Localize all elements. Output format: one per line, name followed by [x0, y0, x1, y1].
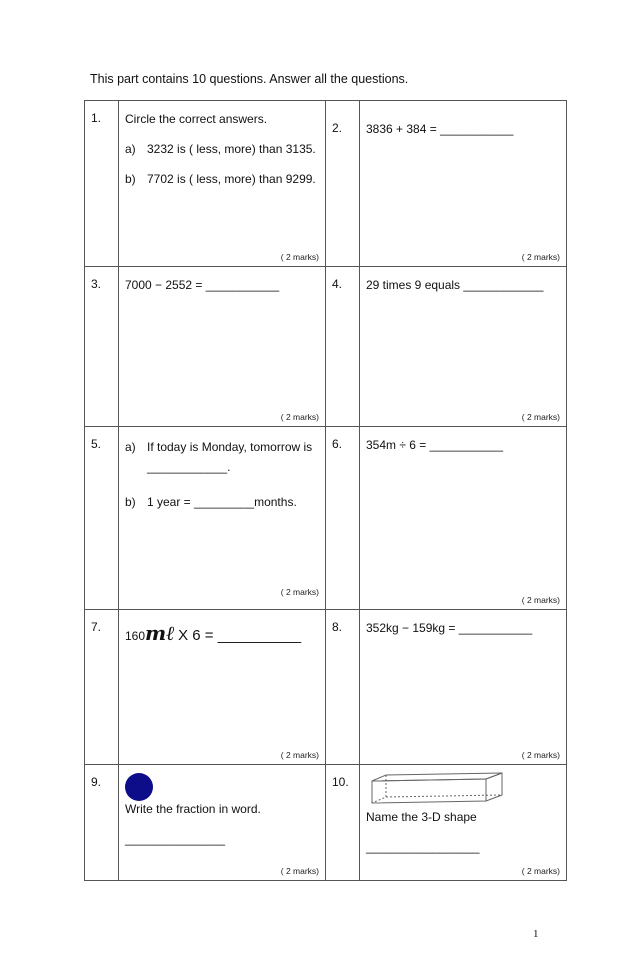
- question-text: Write the fraction in word.: [125, 802, 261, 816]
- sub-question-a: [125, 437, 319, 478]
- marks-label: ( 2 marks): [521, 866, 560, 876]
- marks-label: ( 2 marks): [280, 252, 319, 262]
- question-number: 10.: [332, 775, 349, 789]
- page-number: 1: [533, 928, 539, 940]
- question-6: 354m ÷ 6 = ___________: [366, 438, 504, 452]
- question-3: 7000 − 2552 = ___________: [125, 278, 280, 292]
- marks-label: ( 2 marks): [280, 412, 319, 422]
- sub-text: 7702 is ( less, more) than 9299.: [147, 172, 316, 187]
- sub-label: b): [125, 494, 136, 509]
- millilitre-unit: mℓ: [145, 621, 175, 645]
- question-10: [360, 765, 566, 856]
- sub-question-b: [125, 492, 319, 512]
- question-2: 3836 + 384 = ___________: [366, 122, 514, 136]
- sub-text: 1 year = _________months.: [147, 494, 297, 509]
- question-number: 6.: [332, 437, 343, 451]
- answer-line: _______________: [125, 832, 226, 847]
- marks-label: ( 2 marks): [280, 866, 319, 876]
- expression: X 6 = __________: [178, 627, 302, 644]
- cuboid-figure: [366, 769, 506, 805]
- sub-label: a): [125, 440, 136, 454]
- sub-text: 3232 is ( less, more) than 3135.: [147, 142, 316, 157]
- question-number: 9.: [91, 775, 102, 789]
- question-text: Circle the correct answers.: [125, 112, 268, 126]
- sub-question-a: [125, 141, 319, 157]
- question-number: 4.: [332, 277, 343, 291]
- question-number: 5.: [91, 437, 102, 451]
- marks-label: ( 2 marks): [280, 587, 319, 597]
- marks-label: ( 2 marks): [521, 750, 560, 760]
- question-text: Name the 3-D shape: [366, 810, 477, 825]
- question-number: 8.: [332, 620, 343, 634]
- sub-text: If today is Monday, tomorrow is ____________.: [147, 440, 313, 475]
- answer-line: _________________: [366, 840, 480, 855]
- question-number: 7.: [91, 620, 102, 634]
- question-5: [119, 427, 325, 512]
- sub-label: a): [125, 142, 136, 157]
- marks-label: ( 2 marks): [521, 595, 560, 605]
- question-number: 2.: [332, 121, 343, 135]
- question-4: 29 times 9 equals ____________: [366, 278, 544, 292]
- question-number: 1.: [91, 111, 102, 125]
- sub-label: b): [125, 172, 136, 187]
- marks-label: ( 2 marks): [521, 252, 560, 262]
- question-7: [119, 610, 325, 647]
- instructions: This part contains 10 questions. Answer all the questions.: [90, 72, 409, 86]
- quantity: 160: [125, 629, 146, 643]
- questions-table: [84, 100, 567, 881]
- marks-label: ( 2 marks): [521, 412, 560, 422]
- sub-question-b: [125, 171, 319, 187]
- question-9: [119, 765, 325, 847]
- question-1: [119, 101, 325, 188]
- shaded-circle-figure: [125, 773, 153, 801]
- marks-label: ( 2 marks): [280, 750, 319, 760]
- question-8: 352kg − 159kg = ___________: [366, 621, 533, 635]
- question-number: 3.: [91, 277, 102, 291]
